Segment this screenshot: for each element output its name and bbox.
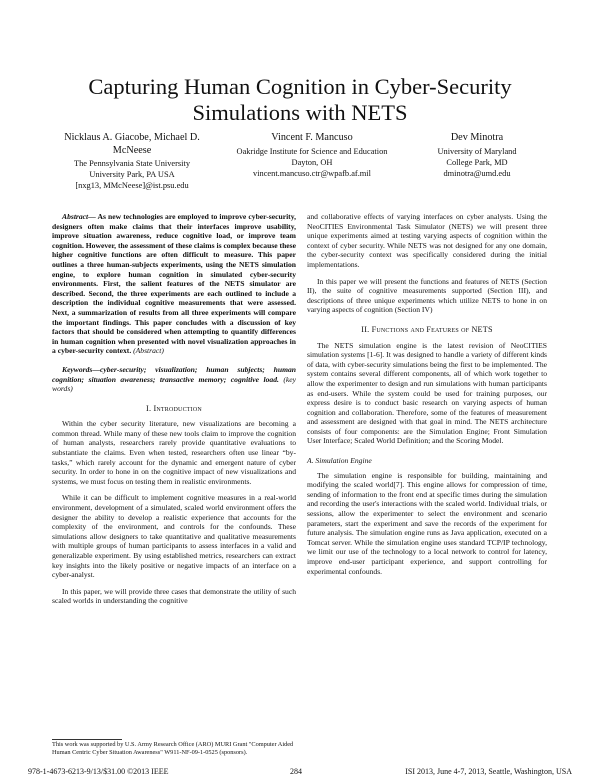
footer-page-number: 284 (290, 767, 302, 776)
subsection-heading-simulation-engine: A. Simulation Engine (307, 456, 372, 466)
keywords-tag: (key words) (52, 374, 296, 394)
author-affiliation: University of Maryland (437, 146, 517, 156)
keywords-text: cyber-security; visualization; human subjects; human cognition; situation awareness; transactive memory; cognitive load. (52, 364, 296, 384)
section-heading-introduction: I. Introduction (146, 403, 202, 413)
abstract-text: — As new technologies are employed to improve cyber-security, designers often make claims that their interfaces improve usability, improve situation awareness, reduce cognitive load, or improve team cognition. However, the assessment of these claims is complex because these higher cognitive functions are often difficult to measure. This paper outlines a three human-subjects experiments, using the NETS simulation engine, to explore human cognition in simulated cyber-security environments. First, the salient features of the NETS simulator are described. Second, the three experiments are each outlined to include a description the individual cognitive measurements that were assessed. Next, a summarization of results from all three experiments will compare the important findings. This paper concludes with a discussion of key factors that should be considered when attempting to quantify differences in human cognition when presented with novel visualization approaches in a cyber-security context. (52, 212, 296, 356)
intro-outline-paragraph: In this paper we will present the functions and features of NETS (Section II), the suite of cognitive measurements supported (Section III), and descriptions of three unique experiments which utilize NETS to hone in on varying aspects of cognition (Section IV) (307, 276, 547, 315)
nets-paragraph: The NETS simulation engine is the latest revision of NeoCITIES simulation systems [1-6]. It was designed to handle a variety of different kinds of data, with cyber-security simulations being the first to be implemented. The system contains several different components, all of which work together to allow the experimenter to design and run simulations with human participants as end-users. While the system could be used for training purposes, our express desire is to conduct basic research on varying aspects of human cognition and collaboration. Therefore, some of the features of measurement and assessment are designed with that goal in mind. The NETS architecture consists of four components: are the Simulation Engine; Front Simulation User Interface; Scaled World Definition; and the Scoring Model. (307, 340, 547, 446)
author-affiliation: Oakridge Institute for Science and Education (236, 146, 388, 156)
right-column (307, 212, 547, 576)
footnote: This work was supported by U.S. Army Research Office (ARO) MURI Grant "Computer Aided Human Centric Cyber Situation Awareness" W911-NF-09-1-0525 (sponsors). (52, 741, 294, 756)
abstract-tag: (Abstract) (133, 346, 164, 356)
author-1 (52, 132, 212, 191)
author-affiliation: The Pennsylvania State University (73, 159, 191, 168)
author-name: Dev Minotra (450, 132, 504, 143)
author-email: [nxg13, MMcNeese]@ist.psu.edu (75, 181, 189, 190)
abstract (52, 212, 296, 356)
author-email: dminotra@umd.edu (443, 168, 511, 178)
author-location: University Park, PA USA (89, 170, 175, 179)
intro-paragraph-1: Within the cyber security literature, new visualizations are becoming a common thread. While many of these new tools claim to improve the cognition of human analysts, researchers rarely provide quantitative evaluations to substantiate the claims. Even when tested, researchers often use linear “by-tasks,” which rarely account for the dynamic and emergent nature of cyber security. In order to hone in on the cognitive impact of new visualizations and systems, we must focus on testing them in realistic environments. (52, 419, 296, 486)
left-column (52, 212, 296, 606)
footnote-rule (52, 739, 122, 740)
author-3 (402, 132, 552, 179)
keywords-label: Keywords— (62, 364, 100, 374)
paper-title: Capturing Human Cognition in Cyber-Security Simulations with NETS (88, 74, 512, 125)
abstract-label: Abstract (62, 212, 89, 221)
footer-venue: ISI 2013, June 4-7, 2013, Seattle, Washington, USA (405, 767, 572, 776)
section-heading-functions: II. Functions and Features of NETS (361, 324, 493, 334)
author-name: Nicklaus A. Giacobe, Michael D. McNeese (64, 132, 200, 156)
author-name: Vincent F. Mancuso (271, 132, 353, 143)
keywords (52, 365, 296, 394)
author-location: College Park, MD (446, 157, 508, 167)
footer-isbn: 978-1-4673-6213-9/13/$31.00 ©2013 IEEE (28, 767, 169, 776)
author-email: vincent.mancuso.ctr@wpafb.af.mil (253, 168, 371, 178)
author-location: Dayton, OH (291, 157, 333, 167)
simulation-engine-paragraph: The simulation engine is responsible for building, maintaining and modifying the scaled world[7]. This engine allows for compression of time, sending of information to the front end at specific times during the simulation and recording the user's interactions with the scaled world. Individual trials, or sessions, allow the experimenter to select the environment and scenario parameters, start the experiment and save the records of the experiment for future analysis. The simulation engine runs as Java application, executed on a Tomcat server. While the simulation engine uses standard TCP/IP technology, we limit our use of the technology to a local network to control for latency, improve end-user participant experience, and support controlling for experimental confounds. (307, 470, 547, 576)
intro-continued-paragraph: and collaborative effects of varying interfaces on cyber analysts. Using the NeoCITIES Environmental Task Simulator (NETS) we will present three unique experiments aimed at testing varying aspects of cognition within the context of cyber security. While NETS was not designed for any one domain, the cyber-security context was specifically considered during the initial implementations. (307, 212, 547, 269)
intro-paragraph-2: While it can be difficult to implement cognitive measures in a real-world environment, development of a simulated, scaled world environment offers the designer the ability to develop a realistic experience that accounts for the complexity of the environment, and controls for the confounds. These simulations allow designers to take quantitative and qualitative measurements with multiple groups of human participants to assess interfaces in a valid and generalizable experiment. By using established metrics, researchers can extract key insights into the likely positive or negative impacts of an interface on a cyber-analyst. (52, 493, 296, 580)
author-2 (232, 132, 392, 179)
intro-paragraph-3: In this paper, we will provide three cases that demonstrate the utility of such scaled worlds in understanding the cognitive (52, 586, 296, 606)
